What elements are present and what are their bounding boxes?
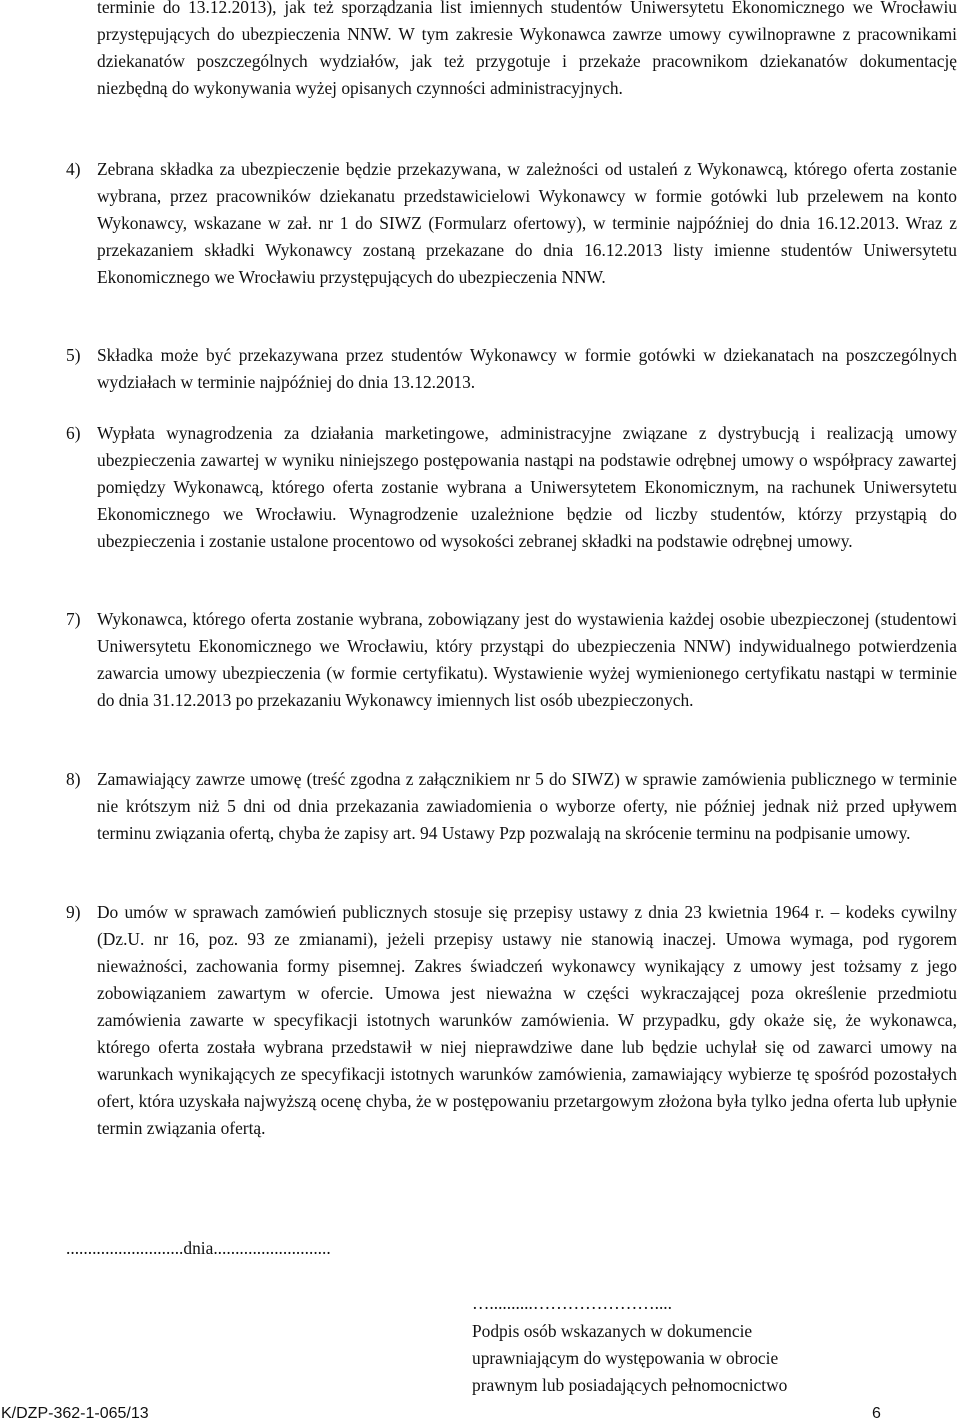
list-item-text: Zebrana składka za ubezpieczenie będzie przekazywana, w zależności od ustaleń z Wykonawcą, którego oferta zostanie wybrana, przez pracowników dziekanatu przedstawicielowi Wykonawcy w formie gotówki lub przelewem na konto Wykonawcy, wskazane w zał. nr 1 do SIWZ (Formularz ofertowy), w terminie najpóźniej do dnia 16.12.2013. Wraz z przekazaniem składki Wykonawcy zostaną przekazane do dnia 16.12.2013 listy imienne studentów Uniwersytetu Ekonomicznego we Wrocławiu przystępujących do ubezpieczenia NNW. (97, 159, 957, 287)
list-item-text: Wypłata wynagrodzenia za działania marketingowe, administracyjne związane z dystrybucją i realizacją umowy ubezpieczenia zawartej w wyniku niniejszego postępowania nastąpi na podstawie odrębnej umowy o współpracy zawartej pomiędzy Wykonawcą, którego oferta zostanie wybrana a Uniwersytetem Ekonomicznym, na rachunek Uniwersytetu Ekonomicznego we Wrocławiu. Wynagrodzenie uzależnione będzie od liczby studentów, którzy przystąpią do ubezpieczenia i zostanie ustalone procentowo od wysokości zebranej składki na podstawie odrębnej umowy. (97, 423, 957, 551)
list-item-number: 8) (66, 769, 81, 789)
date-line: ...........................dnia........................... (66, 1238, 331, 1258)
page-number: 6 (872, 1405, 881, 1422)
continuation-paragraph: terminie do 13.12.2013), jak też sporządzania list imiennych studentów Uniwersytetu Ekonomicznego we Wrocławiu przystępujących do ubezpieczenia NNW. W tym zakresie Wykonawca zawrze umowy cywilnoprawne z pracownikami dziekanatów poszczególnych wydziałów, jak też przygotuje i przekaże pracownikom dziekanatów dokumentację niezbędną do wykonywania wyżej opisanych czynności administracyjnych. (97, 0, 957, 98)
list-item-text: Zamawiający zawrze umowę (treść zgodna z załącznikiem nr 5 do SIWZ) w sprawie zamówienia publicznego w terminie nie krótszym niż 5 dni od dnia przekazania zawiadomienia o wyborze oferty, nie później jednak niż przed upływem terminu związania ofertą, chyba że zapisy art. 94 Ustawy Pzp pozwalają na skrócenie terminu na podpisanie umowy. (97, 769, 957, 843)
list-item-text: Do umów w sprawach zamówień publicznych stosuje się przepisy ustawy z dnia 23 kwietnia 1964 r. – kodeks cywilny (Dz.U. nr 16, poz. 93 ze zmianami), jeżeli przepisy ustawy nie stanowią inaczej. Umowa wymaga, pod rygorem nieważności, zachowania formy pisemnej. Zakres świadczeń wykonawcy wynikający z umowy jest tożsamy z jego zobowiązaniem zawartym w ofercie. Umowa jest nieważna w części wykraczającej poza określenie przedmiotu zamówienia zawarte w specyfikacji istotnych warunków zamówienia. W przypadku, gdy okaże się, że wykonawca, którego oferta została wybrana przedstawił w niej nieprawdziwe dane lub będzie uchylał się od zawarci umowy na warunkach wynikających ze specyfikacji istotnych warunków zamówienia, zamawiający wybierze tę spośród pozostałych ofert, która uzyskała najwyższą ocenę chyba, że w postępowaniu przetargowym złożona była tylko jedna oferta lub upłynie termin związania ofertą. (97, 902, 957, 1138)
list-item-number: 5) (66, 345, 81, 365)
list-item-5 (66, 342, 957, 396)
list-item-9 (66, 899, 957, 1142)
list-item-number: 6) (66, 423, 81, 443)
list-item-6 (66, 420, 957, 555)
list-item-number: 4) (66, 159, 81, 179)
signature-caption (472, 1318, 892, 1399)
document-reference-code: K/DZP-362-1-065/13 (1, 1405, 149, 1422)
signature-caption-line: Podpis osób wskazanych w dokumencie (472, 1321, 753, 1341)
signature-caption-line: prawnym lub posiadających pełnomocnictwo (472, 1375, 788, 1395)
list-item-number: 7) (66, 609, 81, 629)
list-item-number: 9) (66, 902, 81, 922)
list-item-8 (66, 766, 957, 847)
list-item-text: Wykonawca, którego oferta zostanie wybrana, zobowiązany jest do wystawienia każdej osobie ubezpieczonej (studentowi Uniwersytetu Ekonomicznego we Wrocławiu, który przystąpi do ubezpieczenia NNW) indywidualnego potwierdzenia zawarcia umowy ubezpieczenia (w formie certyfikatu). Wystawienie wyżej wymienionego certyfikatu nastąpi w terminie do dnia 31.12.2013 po przekazaniu Wykonawcy imiennych list osób ubezpieczonych. (97, 609, 957, 710)
signature-dots: …..........………………….... (472, 1293, 672, 1313)
list-item-7 (66, 606, 957, 714)
signature-caption-line: uprawniającym do występowania w obrocie (472, 1348, 779, 1368)
list-item-4 (66, 156, 957, 291)
list-item-text: Składka może być przekazywana przez studentów Wykonawcy w formie gotówki w dziekanatach na poszczególnych wydziałach w terminie najpóźniej do dnia 13.12.2013. (97, 345, 957, 392)
